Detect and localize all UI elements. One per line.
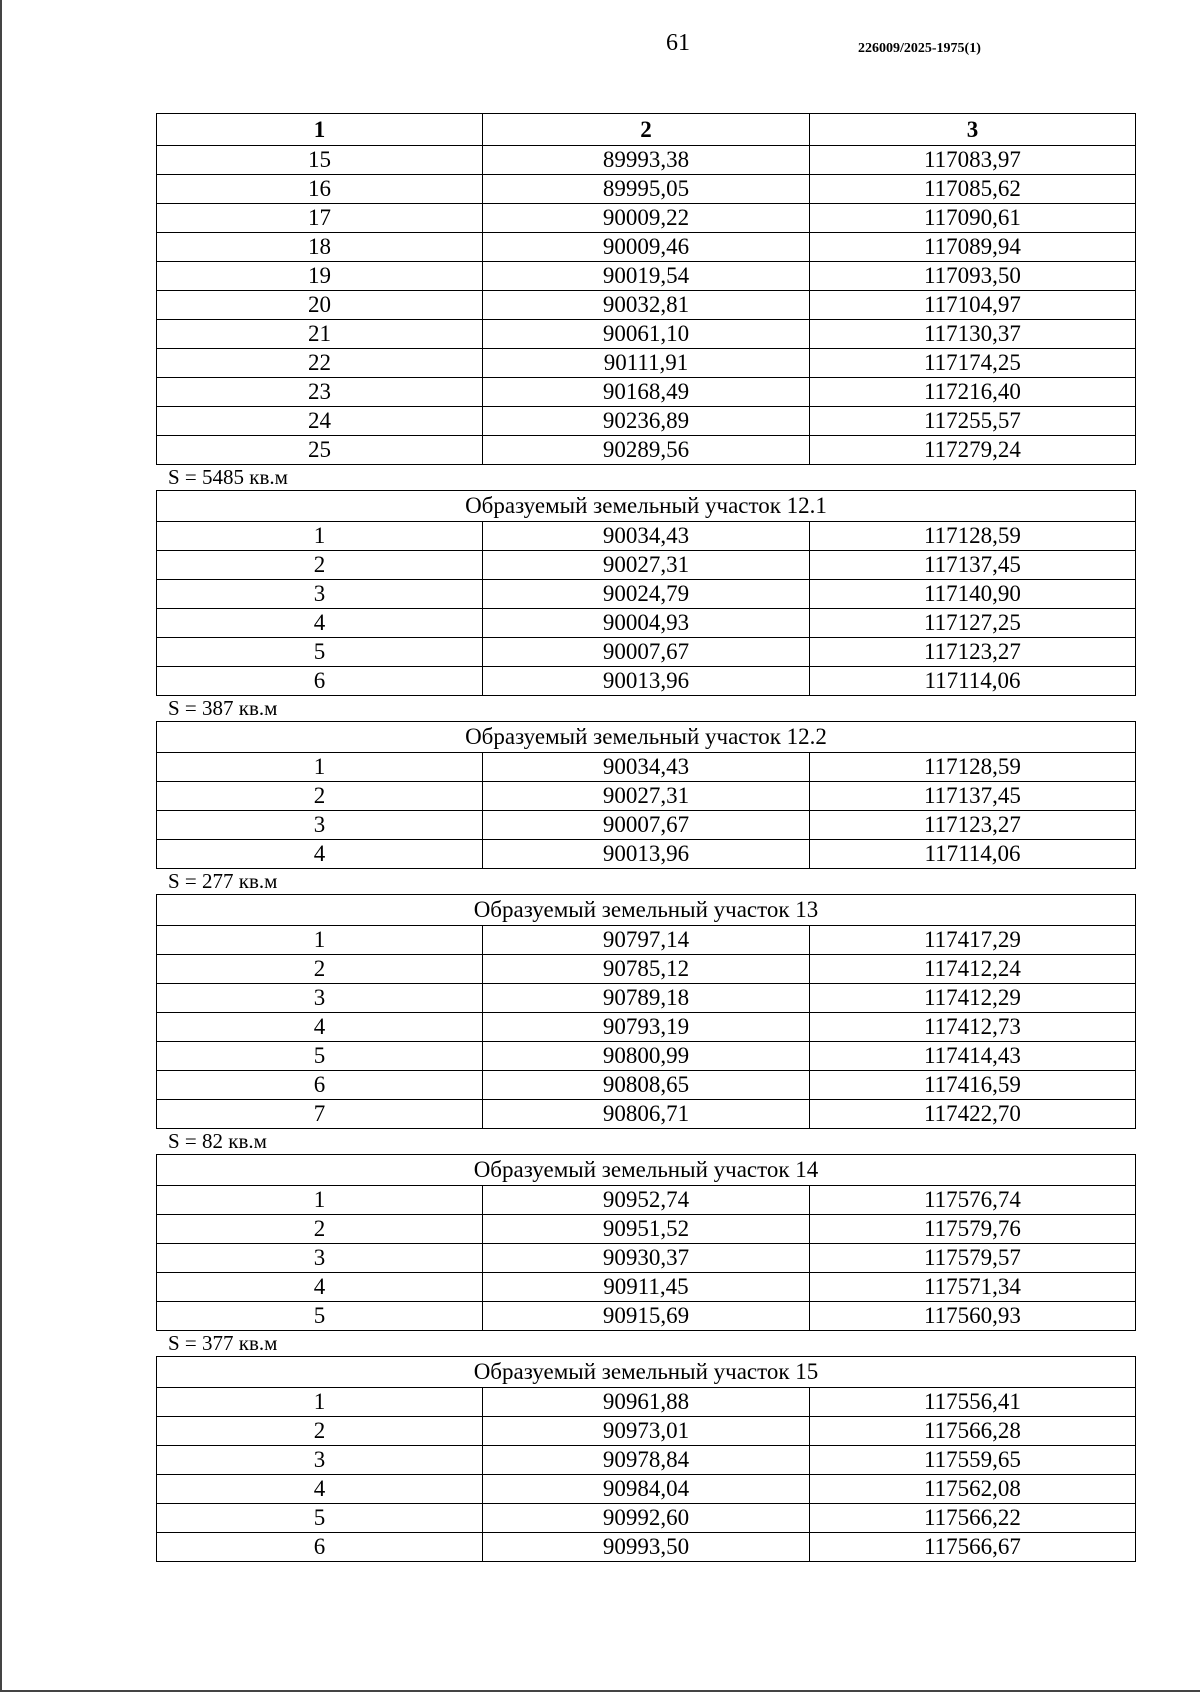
section-title-row [157,895,1136,926]
point-number-cell: 21 [157,320,483,349]
point-number-cell: 4 [157,1013,483,1042]
table-row [157,320,1136,349]
point-number-cell: 25 [157,436,483,465]
table-row [157,1533,1136,1562]
table-row [157,407,1136,436]
area-label: S = 5485 кв.м [168,465,288,489]
section-title: Образуемый земельный участок 15 [157,1357,1136,1388]
point-number-cell: 4 [157,840,483,869]
coordinates-sheet [156,113,1136,1562]
table-row [157,1215,1136,1244]
y-coordinate-cell: 117412,73 [809,1013,1135,1042]
x-coordinate-cell: 90797,14 [483,926,810,955]
x-coordinate-cell: 90004,93 [483,609,810,638]
table-row [157,609,1136,638]
table-row [157,349,1136,378]
section-title: Образуемый земельный участок 12.2 [157,722,1136,753]
table-row [157,262,1136,291]
land-plot-section [156,490,1136,721]
y-coordinate-cell: 117416,59 [809,1071,1135,1100]
land-plot-table [156,490,1136,696]
point-number-cell: 4 [157,1475,483,1504]
table-row [157,551,1136,580]
point-number-cell: 15 [157,146,483,175]
y-coordinate-cell: 117127,25 [809,609,1135,638]
x-coordinate-cell: 90168,49 [483,378,810,407]
table-row [157,1013,1136,1042]
land-plot-section [156,1356,1136,1562]
table-row [157,984,1136,1013]
point-number-cell: 5 [157,1302,483,1331]
table-row [157,1042,1136,1071]
table-row [157,1244,1136,1273]
x-coordinate-cell: 90961,88 [483,1388,810,1417]
point-number-cell: 2 [157,551,483,580]
table-row [157,840,1136,869]
x-coordinate-cell: 90800,99 [483,1042,810,1071]
point-number-cell: 5 [157,1042,483,1071]
table-row [157,1071,1136,1100]
y-coordinate-cell: 117556,41 [809,1388,1135,1417]
section-title: Образуемый земельный участок 14 [157,1155,1136,1186]
x-coordinate-cell: 90789,18 [483,984,810,1013]
y-coordinate-cell: 117128,59 [809,522,1135,551]
point-number-cell: 3 [157,580,483,609]
land-plot-table [156,1154,1136,1331]
land-plot-section [156,721,1136,894]
page-number: 61 [666,30,690,56]
y-coordinate-cell: 117137,45 [809,551,1135,580]
y-coordinate-cell: 117089,94 [809,233,1135,262]
table-row [157,522,1136,551]
y-coordinate-cell: 117566,28 [809,1417,1135,1446]
point-number-cell: 1 [157,522,483,551]
y-coordinate-cell: 117090,61 [809,204,1135,233]
x-coordinate-cell: 90289,56 [483,436,810,465]
x-coordinate-cell: 90024,79 [483,580,810,609]
section-title-row [157,1155,1136,1186]
y-coordinate-cell: 117412,24 [809,955,1135,984]
area-label: S = 377 кв.м [168,1331,278,1355]
y-coordinate-cell: 117137,45 [809,782,1135,811]
area-label: S = 387 кв.м [168,696,278,720]
land-plot-table [156,894,1136,1129]
x-coordinate-cell: 90019,54 [483,262,810,291]
point-number-cell: 1 [157,1388,483,1417]
y-coordinate-cell: 117559,65 [809,1446,1135,1475]
point-number-cell: 4 [157,1273,483,1302]
point-number-cell: 24 [157,407,483,436]
table-row [157,955,1136,984]
x-coordinate-cell: 90236,89 [483,407,810,436]
x-coordinate-cell: 90915,69 [483,1302,810,1331]
table-row [157,1417,1136,1446]
x-coordinate-cell: 90978,84 [483,1446,810,1475]
point-number-cell: 1 [157,1186,483,1215]
y-coordinate-cell: 117083,97 [809,146,1135,175]
point-number-cell: 19 [157,262,483,291]
point-number-cell: 4 [157,609,483,638]
table-row [157,1100,1136,1129]
x-coordinate-cell: 90951,52 [483,1215,810,1244]
x-coordinate-cell: 90009,46 [483,233,810,262]
y-coordinate-cell: 117114,06 [809,667,1135,696]
point-number-cell: 6 [157,1533,483,1562]
table-row [157,926,1136,955]
x-coordinate-cell: 90808,65 [483,1071,810,1100]
y-coordinate-cell: 117093,50 [809,262,1135,291]
table-row [157,1475,1136,1504]
y-coordinate-cell: 117422,70 [809,1100,1135,1129]
x-coordinate-cell: 90993,50 [483,1533,810,1562]
point-number-cell: 5 [157,638,483,667]
y-coordinate-cell: 117571,34 [809,1273,1135,1302]
point-number-cell: 3 [157,1244,483,1273]
table-row [157,204,1136,233]
point-number-cell: 6 [157,667,483,696]
table-row [157,1446,1136,1475]
y-coordinate-cell: 117562,08 [809,1475,1135,1504]
table-row [157,638,1136,667]
y-coordinate-cell: 117279,24 [809,436,1135,465]
table-row [157,667,1136,696]
section-title-row [157,491,1136,522]
y-coordinate-cell: 117566,67 [809,1533,1135,1562]
point-number-cell: 3 [157,1446,483,1475]
y-coordinate-cell: 117579,76 [809,1215,1135,1244]
section-title-row [157,722,1136,753]
first-table-body [157,146,1136,465]
table-row [157,378,1136,407]
point-number-cell: 22 [157,349,483,378]
land-plot-section [156,894,1136,1154]
point-number-cell: 20 [157,291,483,320]
y-coordinate-cell: 117560,93 [809,1302,1135,1331]
table-row [157,436,1136,465]
point-number-cell: 7 [157,1100,483,1129]
land-plot-sections [156,490,1136,1562]
x-coordinate-cell: 90034,43 [483,522,810,551]
x-coordinate-cell: 89995,05 [483,175,810,204]
y-coordinate-cell: 117085,62 [809,175,1135,204]
y-coordinate-cell: 117130,37 [809,320,1135,349]
y-coordinate-cell: 117114,06 [809,840,1135,869]
x-coordinate-cell: 90027,31 [483,551,810,580]
area-label: S = 82 кв.м [168,1129,267,1153]
y-coordinate-cell: 117216,40 [809,378,1135,407]
x-coordinate-cell: 90061,10 [483,320,810,349]
point-number-cell: 3 [157,984,483,1013]
point-number-cell: 2 [157,782,483,811]
point-number-cell: 6 [157,1071,483,1100]
y-coordinate-cell: 117579,57 [809,1244,1135,1273]
point-number-cell: 2 [157,1417,483,1446]
x-coordinate-cell: 90992,60 [483,1504,810,1533]
table-row [157,1302,1136,1331]
page-left-edge [0,0,2,1692]
table-row [157,811,1136,840]
section-title-row [157,1357,1136,1388]
y-coordinate-cell: 117417,29 [809,926,1135,955]
section-title: Образуемый земельный участок 12.1 [157,491,1136,522]
x-coordinate-cell: 90013,96 [483,840,810,869]
point-number-cell: 17 [157,204,483,233]
point-number-cell: 2 [157,955,483,984]
document-id: 226009/2025-1975(1) [858,41,981,56]
point-number-cell: 2 [157,1215,483,1244]
x-coordinate-cell: 90973,01 [483,1417,810,1446]
area-label: S = 277 кв.м [168,869,278,893]
y-coordinate-cell: 117123,27 [809,811,1135,840]
column-header-y: 3 [809,114,1135,146]
land-plot-table [156,721,1136,869]
land-plot-table [156,1356,1136,1562]
y-coordinate-cell: 117128,59 [809,753,1135,782]
x-coordinate-cell: 89993,38 [483,146,810,175]
column-header-x: 2 [483,114,810,146]
table-row [157,1273,1136,1302]
y-coordinate-cell: 117123,27 [809,638,1135,667]
coordinates-table-main [156,113,1136,465]
y-coordinate-cell: 117104,97 [809,291,1135,320]
point-number-cell: 1 [157,926,483,955]
point-number-cell: 16 [157,175,483,204]
x-coordinate-cell: 90032,81 [483,291,810,320]
table-row [157,291,1136,320]
x-coordinate-cell: 90785,12 [483,955,810,984]
x-coordinate-cell: 90911,45 [483,1273,810,1302]
table-row [157,580,1136,609]
x-coordinate-cell: 90007,67 [483,638,810,667]
x-coordinate-cell: 90013,96 [483,667,810,696]
x-coordinate-cell: 90930,37 [483,1244,810,1273]
point-number-cell: 1 [157,753,483,782]
y-coordinate-cell: 117140,90 [809,580,1135,609]
y-coordinate-cell: 117174,25 [809,349,1135,378]
table-row [157,1504,1136,1533]
x-coordinate-cell: 90007,67 [483,811,810,840]
table-row [157,753,1136,782]
column-header-point: 1 [157,114,483,146]
table-row [157,782,1136,811]
y-coordinate-cell: 117414,43 [809,1042,1135,1071]
x-coordinate-cell: 90984,04 [483,1475,810,1504]
y-coordinate-cell: 117576,74 [809,1186,1135,1215]
y-coordinate-cell: 117412,29 [809,984,1135,1013]
table-row [157,233,1136,262]
x-coordinate-cell: 90806,71 [483,1100,810,1129]
y-coordinate-cell: 117255,57 [809,407,1135,436]
table-header-row [157,114,1136,146]
table-row [157,1186,1136,1215]
x-coordinate-cell: 90111,91 [483,349,810,378]
x-coordinate-cell: 90027,31 [483,782,810,811]
table-row [157,146,1136,175]
land-plot-section [156,1154,1136,1356]
point-number-cell: 3 [157,811,483,840]
table-row [157,175,1136,204]
table-row [157,1388,1136,1417]
point-number-cell: 18 [157,233,483,262]
x-coordinate-cell: 90793,19 [483,1013,810,1042]
y-coordinate-cell: 117566,22 [809,1504,1135,1533]
x-coordinate-cell: 90952,74 [483,1186,810,1215]
point-number-cell: 5 [157,1504,483,1533]
point-number-cell: 23 [157,378,483,407]
x-coordinate-cell: 90009,22 [483,204,810,233]
section-title: Образуемый земельный участок 13 [157,895,1136,926]
x-coordinate-cell: 90034,43 [483,753,810,782]
